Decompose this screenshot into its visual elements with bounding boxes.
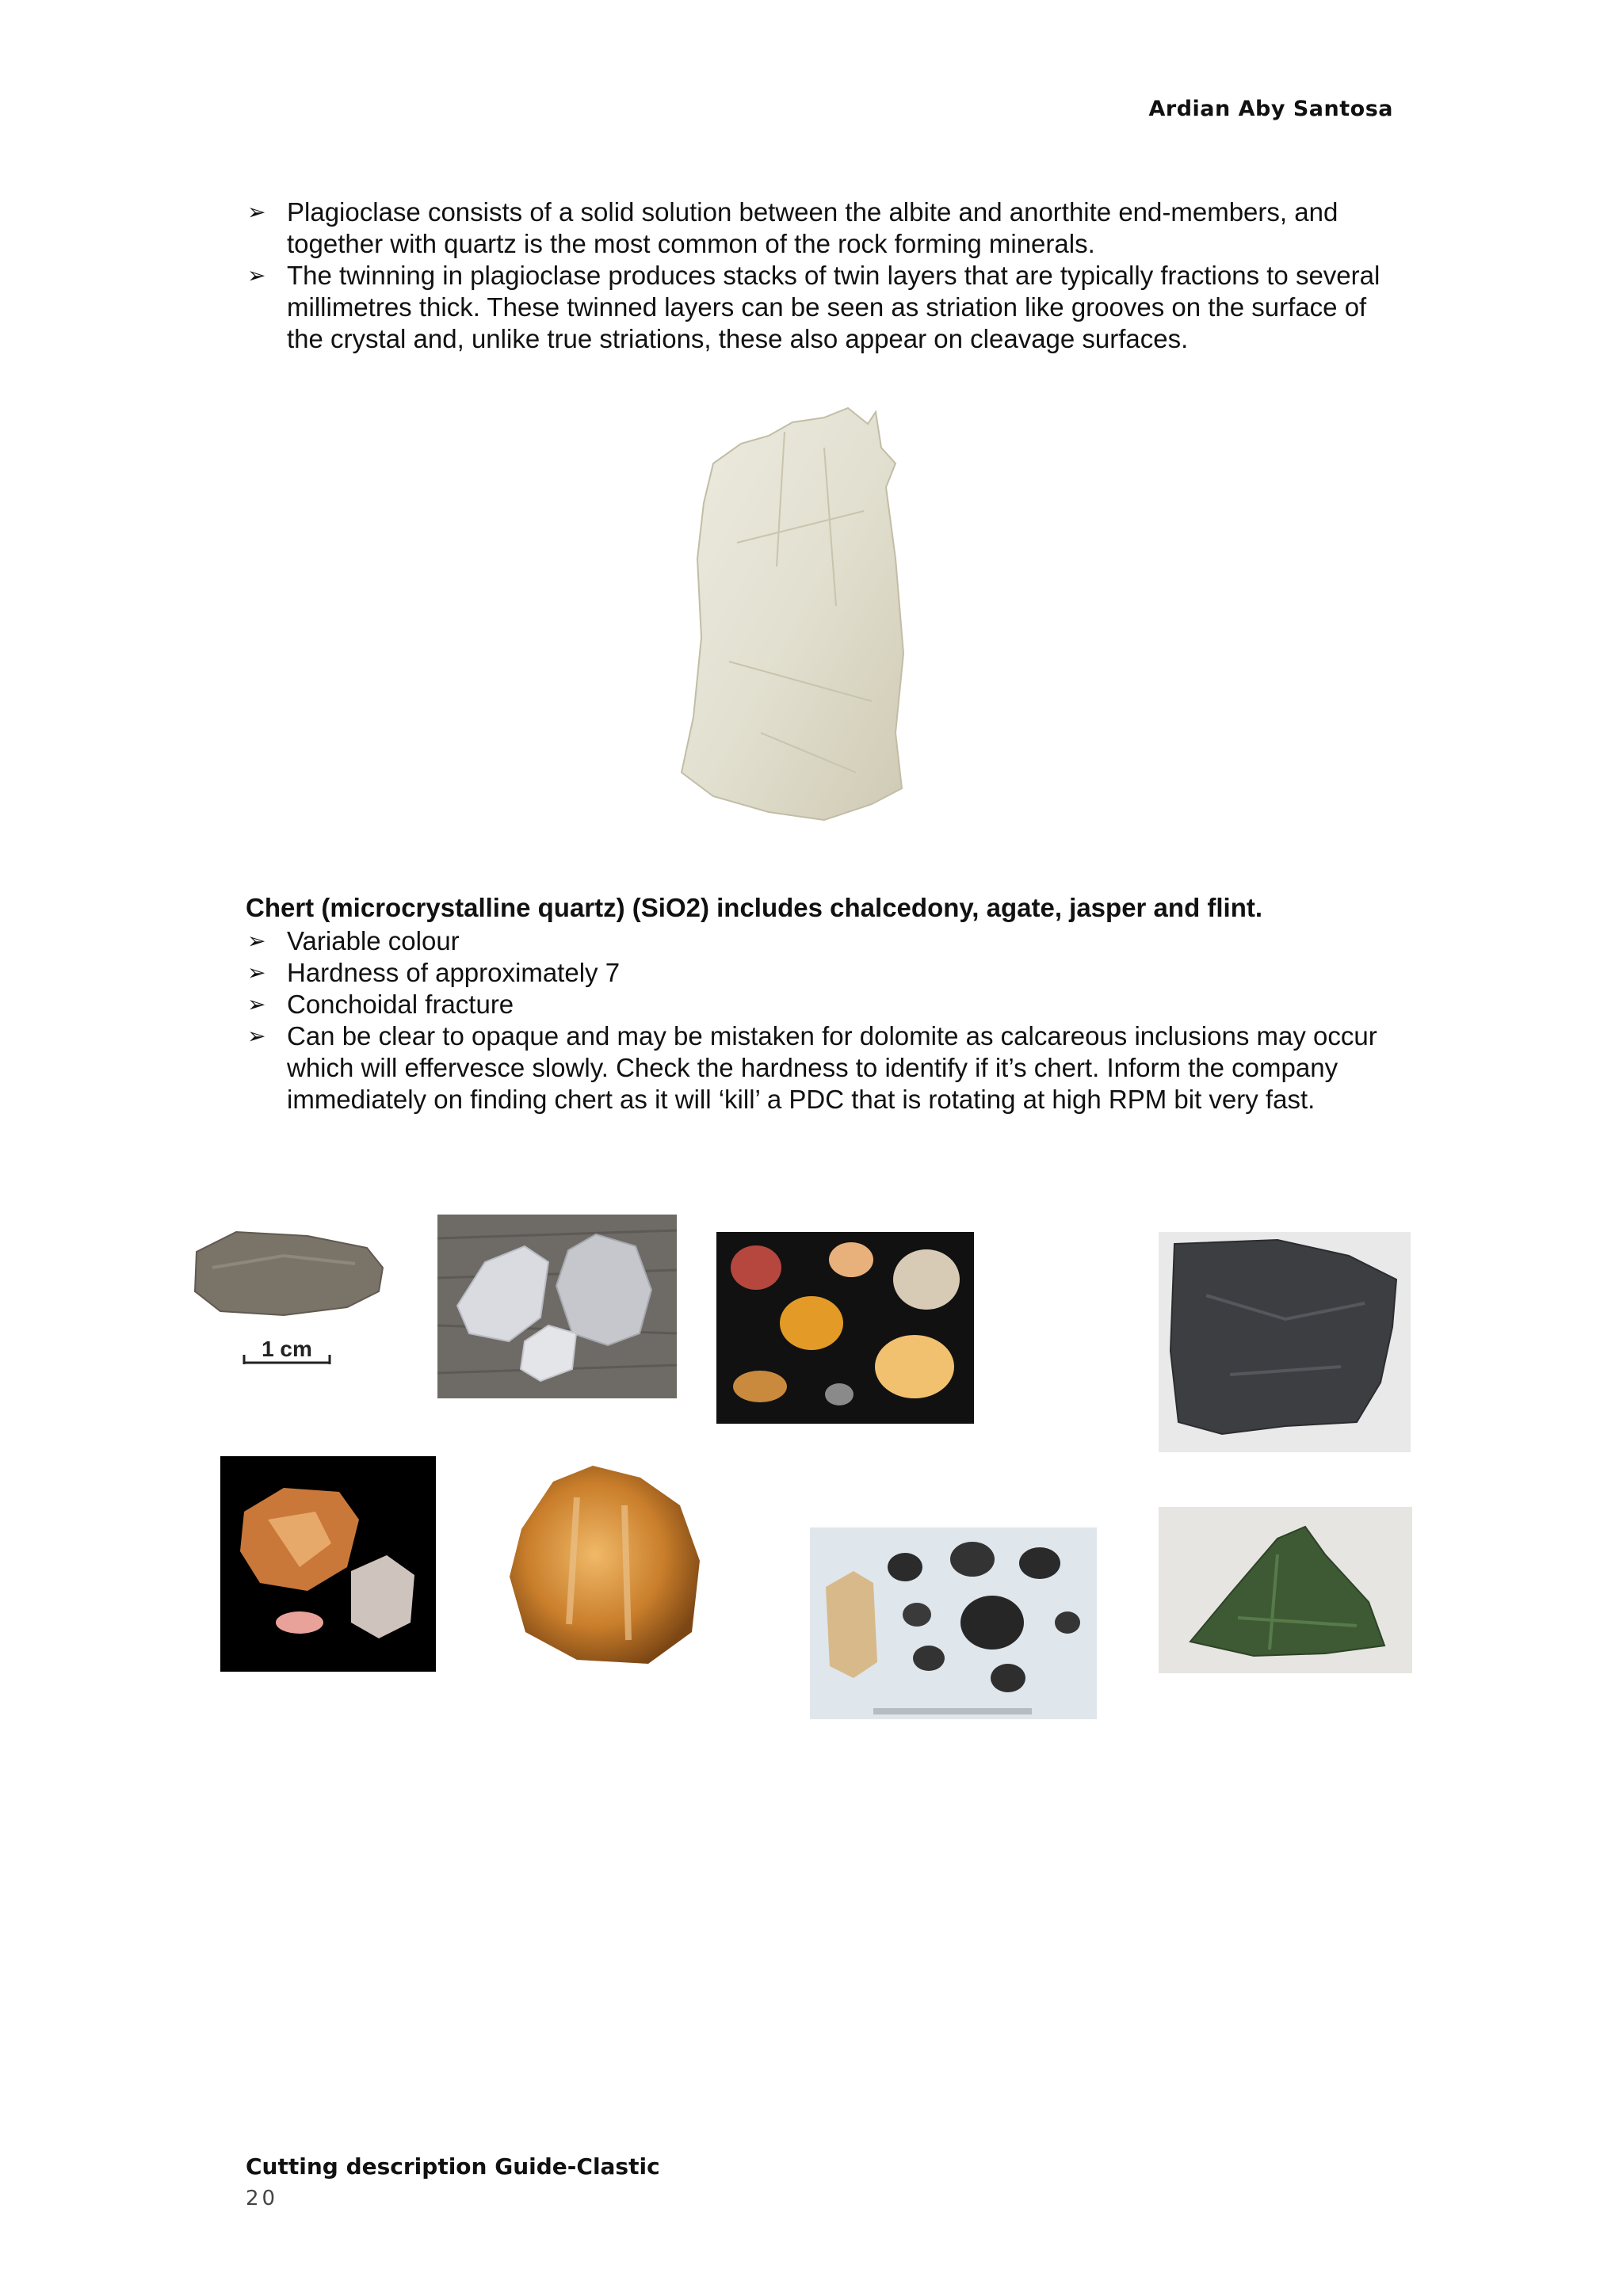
list-item [246, 957, 1387, 989]
chert-bullet-list [246, 925, 1387, 1116]
bullet-text: Plagioclase consists of a solid solution between the albite and anorthite end-members, and together with quartz is the most common of the rock forming minerals. [287, 197, 1338, 258]
arrow-bullet-icon: ➢ [247, 991, 266, 1017]
plagioclase-bullet-list [246, 196, 1387, 355]
bullet-text: The twinning in plagioclase produces stacks of twin layers that are typically fractions to several millimetres thick. These twinned layers can be seen as striation like grooves on the surface of the crystal and, unlike true striations, these also appear on cleavage surfaces. [287, 261, 1381, 353]
list-item [246, 196, 1387, 260]
arrow-bullet-icon: ➢ [247, 1023, 266, 1049]
list-item [246, 989, 1387, 1020]
chert-photo-dark-flint [1159, 1232, 1411, 1452]
plagioclase-photo [666, 400, 975, 828]
header-author: Ardian Aby Santosa [1148, 97, 1393, 121]
list-item [246, 925, 1387, 957]
chert-photo-green-jasper [1159, 1507, 1412, 1673]
chert-photo-colored-pebbles [716, 1232, 974, 1424]
arrow-bullet-icon: ➢ [247, 928, 266, 954]
chert-photo-white-on-wood [437, 1215, 677, 1398]
footer-title: Cutting description Guide-Clastic [246, 2153, 660, 2180]
chert-heading: Chert (microcrystalline quartz) (SiO2) includes chalcedony, agate, jasper and flint. [246, 893, 1263, 922]
chert-photo-dark-pebbles [810, 1527, 1097, 1719]
bullet-text: Conchoidal fracture [287, 990, 514, 1019]
bullet-text: Variable colour [287, 926, 460, 955]
arrow-bullet-icon: ➢ [247, 199, 266, 225]
bullet-text: Can be clear to opaque and may be mistaken for dolomite as calcareous inclusions may occur which will effervesce slowly. Check the hardness to identify if it’s chert. Inform the company immediately on finding chert as it will ‘kill’ a PDC that is rotating at high RPM bit very fast. [287, 1021, 1377, 1114]
page-number: 20 [246, 2187, 279, 2210]
scale-label: 1 cm [262, 1337, 312, 1361]
chert-photo-orange-clear [220, 1456, 436, 1672]
arrow-bullet-icon: ➢ [247, 262, 266, 288]
arrow-bullet-icon: ➢ [247, 959, 266, 986]
bullet-text: Hardness of approximately 7 [287, 958, 621, 987]
chert-photo-grey-scale [189, 1220, 395, 1379]
list-item [246, 1020, 1387, 1116]
chert-photo-agate [490, 1450, 720, 1680]
list-item [246, 260, 1387, 355]
